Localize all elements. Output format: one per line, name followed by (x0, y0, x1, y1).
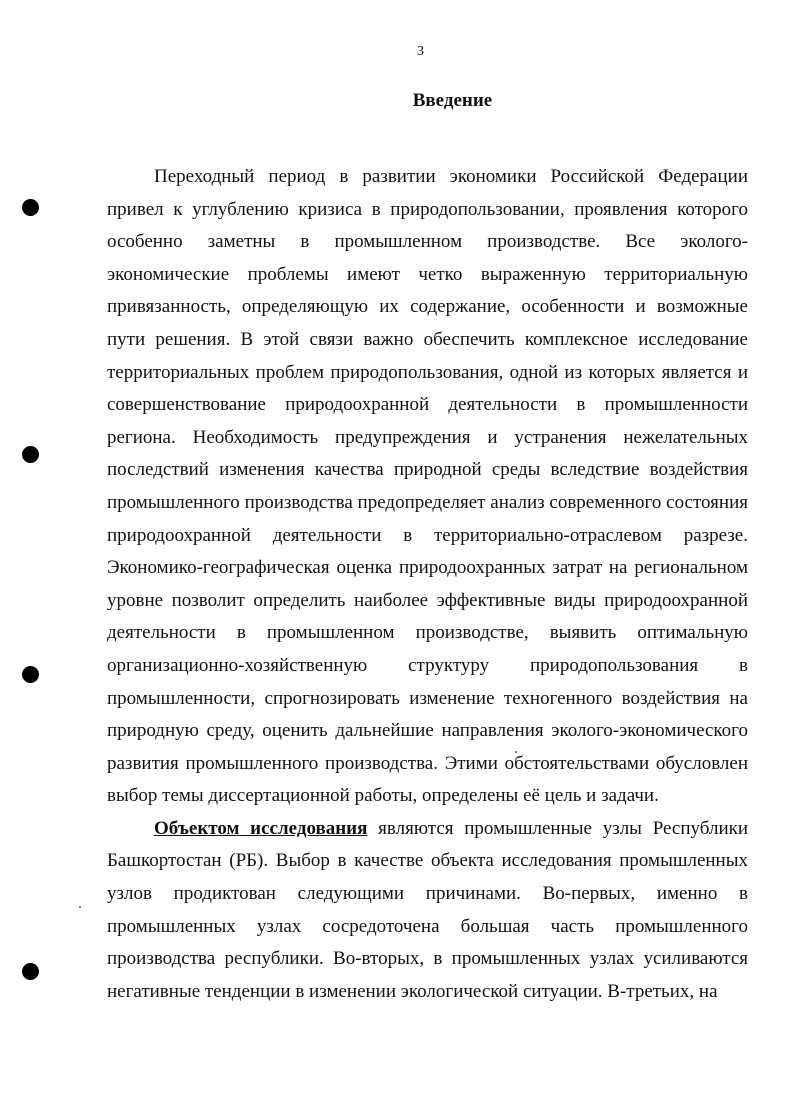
paragraph-object-text: являются промышленные узлы Республики Башкортостан (РБ). Выбор в качестве объекта исследования промышленных узлов продиктован следующими причинами. Во-первых, именно в промышленных узлах сосредоточена большая часть промышленного производства республики. Во-вторых, в промышленных узлах усиливаются негативные тенденции в изменении экологической ситуации. В-третьих, на (107, 817, 749, 1002)
body-text (107, 161, 748, 1008)
scan-speck (79, 906, 81, 908)
page-number: 3 (417, 44, 424, 59)
paragraph-intro: Переходный период в развитии экономики Российской Федерации привел к углублению кризиса в природопользовании, проявления которого особенно заметны в промышленном производстве. Все эколого-экономические проблемы имеют четко выраженную территориальную привязанность, определяющую их содержание, особенности и возможные пути решения. В этой связи важно обеспечить комплексное исследование территориальных проблем природопользования, одной из которых является и совершенствование природоохранной деятельности в промышленности региона. Необходимость предупреждения и устранения нежелательных последствий изменения качества природной среды вследствие воздействия промышленного производства предопределяет анализ современного состояния природоохранной деятельности в территориально-отраслевом разрезе. Экономико-географическая оценка природоохранных затрат на региональном уровне позволит определить наиболее эффективные виды природоохранной деятельности в промышленном производстве, выявить оптимальную организационно-хозяйственную структуру природопользования в промышленности, спрогнозировать изменение техногенного воздействия на природную среду, оценить дальнейшие направления эколого-экономического развития промышленного производства. Этими обстоятельствами обусловлен выбор темы диссертационной работы, определены её цель и задачи. (107, 166, 748, 807)
scan-speck (515, 751, 517, 753)
paragraph-object (107, 813, 748, 1009)
page-title: Введение (412, 90, 493, 111)
punch-hole-3 (22, 666, 39, 683)
punch-hole-1 (22, 199, 39, 216)
term-object-of-research: Объектом исследования (154, 817, 368, 839)
punch-hole-2 (22, 446, 39, 463)
punch-hole-4 (22, 963, 39, 980)
